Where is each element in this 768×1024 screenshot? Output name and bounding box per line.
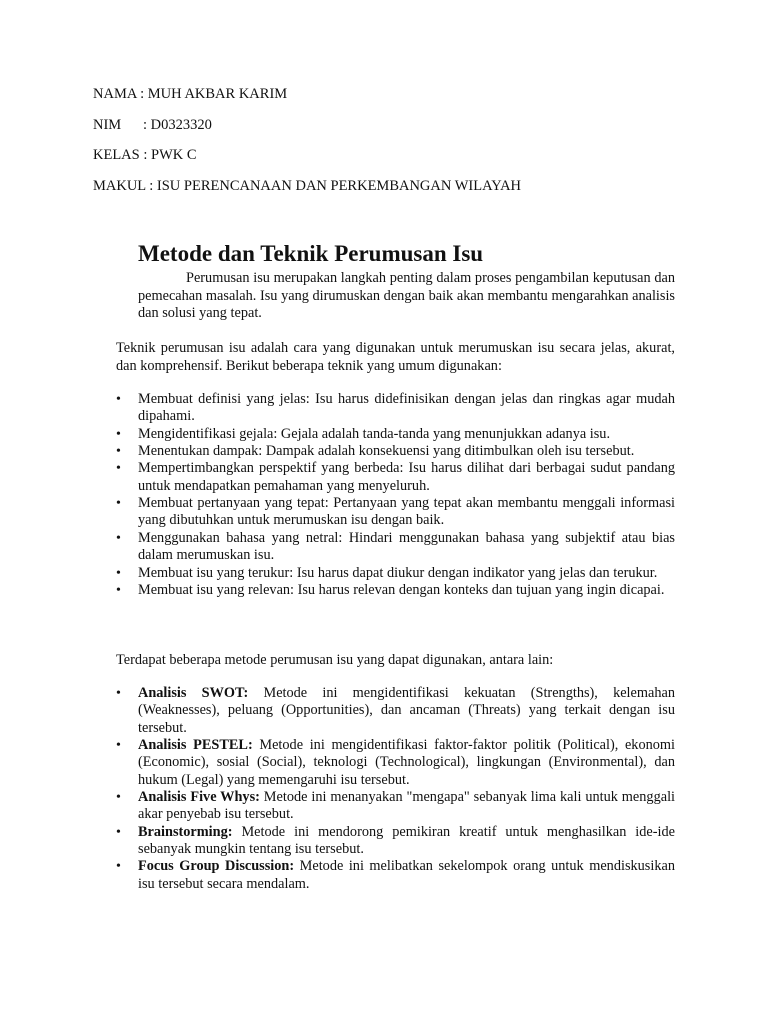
list-item: • Mengidentifikasi gejala: Gejala adalah tanda-tanda yang menunjukkan adanya isu. (116, 425, 611, 442)
bullet-icon: • (116, 461, 121, 477)
list-item: • Analisis PESTEL: Metode ini mengidentifikasi faktor-faktor politik (Political), ekonomi (Economic), sosial (Social), teknologi (Technological), lingkungan (Environmental), dan hukum (Legal) yang memengaruhi isu tersebut. (116, 736, 675, 788)
method-term: Analisis SWOT: (138, 685, 249, 701)
nim-label: NIM (93, 116, 122, 133)
metode-list (116, 685, 676, 893)
nama-line: NAMA : MUH AKBAR KARIM (93, 86, 288, 102)
document-title: Metode dan Teknik Perumusan Isu (138, 241, 484, 266)
bullet-icon: • (116, 565, 121, 581)
bullet-icon: • (116, 582, 121, 598)
list-item: • Brainstorming: Metode ini mendorong pemikiran kreatif untuk menghasilkan ide-ide sebanyak mungkin tentang isu tersebut. (116, 823, 675, 857)
list-item: • Membuat definisi yang jelas: Isu harus didefinisikan dengan jelas dan ringkas agar mudah dipahami. (116, 391, 675, 425)
bullet-icon: • (116, 426, 121, 442)
bullet-icon: • (116, 824, 121, 840)
teknik-list (116, 391, 675, 599)
kelas-line: KELAS : PWK C (93, 147, 197, 163)
bullet-icon: • (116, 737, 121, 753)
bullet-icon: • (116, 496, 121, 512)
list-item: • Menggunakan bahasa yang netral: Hindari menggunakan bahasa yang subjektif atau bias dalam merumuskan isu. (116, 529, 675, 564)
nim-line (93, 118, 521, 149)
teknik-intro-paragraph: Teknik perumusan isu adalah cara yang digunakan untuk merumuskan isu secara jelas, akurat, dan komprehensif. Berikut beberapa teknik yang umum digunakan: (116, 340, 675, 374)
bullet-icon: • (116, 859, 121, 875)
list-item: • Membuat pertanyaan yang tepat: Pertanyaan yang tepat akan membantu menggali informasi yang dibutuhkan untuk merumuskan isu dengan baik. (116, 495, 675, 529)
bullet-icon: • (116, 530, 121, 546)
list-item: • Membuat isu yang relevan: Isu harus relevan dengan konteks dan tujuan yang ingin dicapai. (116, 581, 665, 598)
list-item: • Analisis SWOT: Metode ini mengidentifikasi kekuatan (Strengths), kelemahan (Weaknesses), peluang (Opportunities), dan ancaman (Threats) yang terkait dengan isu tersebut. (116, 685, 675, 736)
intro-paragraph: Perumusan isu merupakan langkah penting dalam proses pengambilan keputusan dan pemecahan masalah. Isu yang dirumuskan dengan baik akan membantu mengarahkan analisis dan solusi yang tepat. (138, 270, 675, 321)
metode-intro-paragraph: Terdapat beberapa metode perumusan isu yang dapat digunakan, antara lain: (116, 652, 554, 668)
list-item: • Membuat isu yang terukur: Isu harus dapat diukur dengan indikator yang jelas dan terukur. (116, 564, 658, 581)
list-item: • Mempertimbangkan perspektif yang berbeda: Isu harus dilihat dari berbagai sudut pandang untuk mendapatkan pemahaman yang menyeluruh. (116, 460, 675, 494)
bullet-icon: • (116, 789, 121, 805)
bullet-icon: • (116, 392, 121, 407)
list-item: • Analisis Five Whys: Metode ini menanyakan "mengapa" sebanyak lima kali untuk menggali akar penyebab isu tersebut. (116, 788, 676, 823)
method-term: Analisis Five Whys: (138, 788, 260, 805)
list-item: • Focus Group Discussion: Metode ini melibatkan sekelompok orang untuk mendiskusikan isu tersebut secara mendalam. (116, 858, 675, 892)
bullet-icon: • (116, 444, 121, 460)
list-item: • Menentukan dampak: Dampak adalah konsekuensi yang ditimbulkan oleh isu tersebut. (116, 443, 635, 460)
bullet-icon: • (116, 686, 121, 701)
student-info (93, 87, 521, 209)
makul-line: MAKUL : ISU PERENCANAAN DAN PERKEMBANGAN WILAYAH (93, 177, 522, 194)
method-term: Analisis PESTEL: (138, 736, 253, 753)
method-term: Brainstorming: (138, 823, 233, 840)
method-term: Focus Group Discussion: (138, 858, 295, 875)
nim-value: : D0323320 (143, 116, 212, 133)
